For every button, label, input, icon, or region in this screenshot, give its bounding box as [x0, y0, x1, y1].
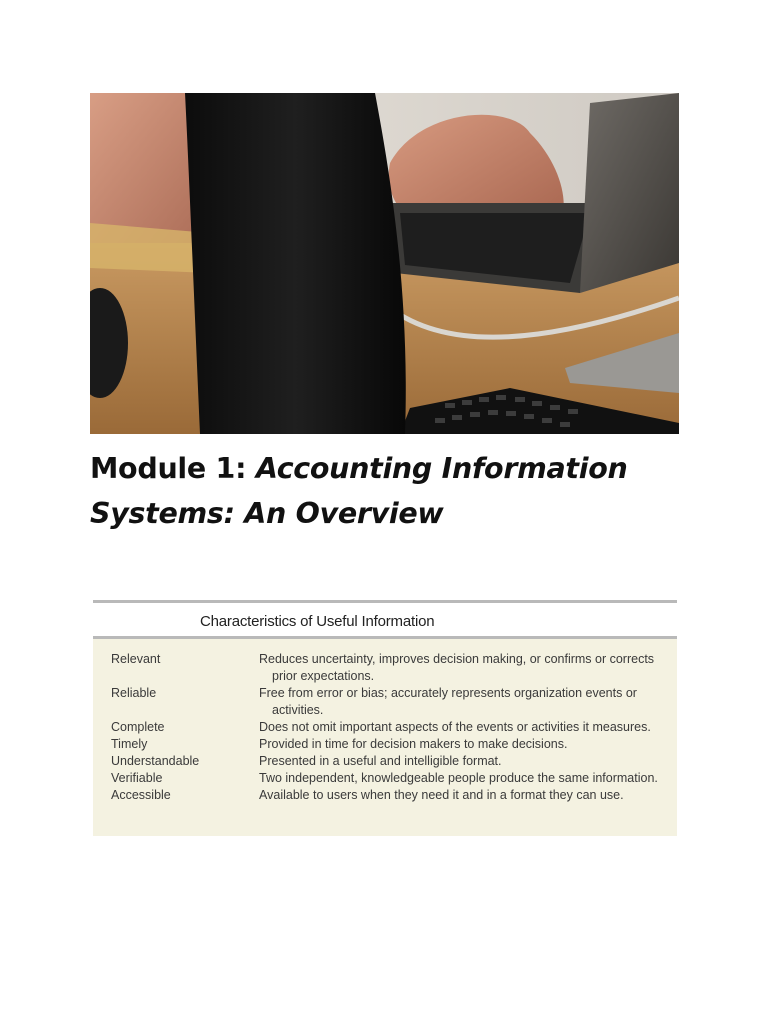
row-term: Complete	[111, 720, 165, 734]
table-row	[93, 719, 677, 736]
row-term: Understandable	[111, 754, 200, 768]
title-italic-line1: Accounting Information	[255, 452, 628, 485]
row-definition: Presented in a useful and intelligible format.	[259, 754, 502, 768]
table-rows	[93, 651, 677, 804]
row-term: Relevant	[111, 652, 161, 666]
table-heading: Characteristics of Useful Information	[200, 613, 435, 630]
page-title	[90, 446, 690, 536]
title-module-label: Module 1:	[90, 452, 256, 485]
row-definition: Available to users when they need it and in a format they can use.	[259, 788, 624, 802]
table-row	[93, 753, 677, 770]
table-row	[93, 651, 677, 685]
row-definition: Does not omit important aspects of the events or activities it measures.	[259, 720, 651, 734]
header-photo	[90, 93, 679, 434]
row-definition: Two independent, knowledgeable people produce the same information.	[259, 771, 658, 785]
table-row	[93, 787, 677, 804]
row-definition: Free from error or bias; accurately represents organization events or activities.	[259, 686, 637, 717]
table-header	[93, 603, 677, 636]
table-header-rule	[93, 636, 677, 639]
table-row	[93, 770, 677, 787]
table-row	[93, 685, 677, 719]
row-term: Reliable	[111, 686, 157, 700]
table-row	[93, 736, 677, 753]
row-definition: Reduces uncertainty, improves decision making, or confirms or corrects prior expectations.	[259, 652, 655, 683]
row-definition: Provided in time for decision makers to make decisions.	[259, 737, 568, 751]
title-italic-line2: Systems: An Overview	[90, 497, 444, 530]
row-term: Verifiable	[111, 771, 163, 785]
row-term: Accessible	[111, 788, 171, 802]
laptop-desk-photo	[90, 93, 679, 434]
row-term: Timely	[111, 737, 148, 751]
characteristics-table	[93, 600, 677, 836]
